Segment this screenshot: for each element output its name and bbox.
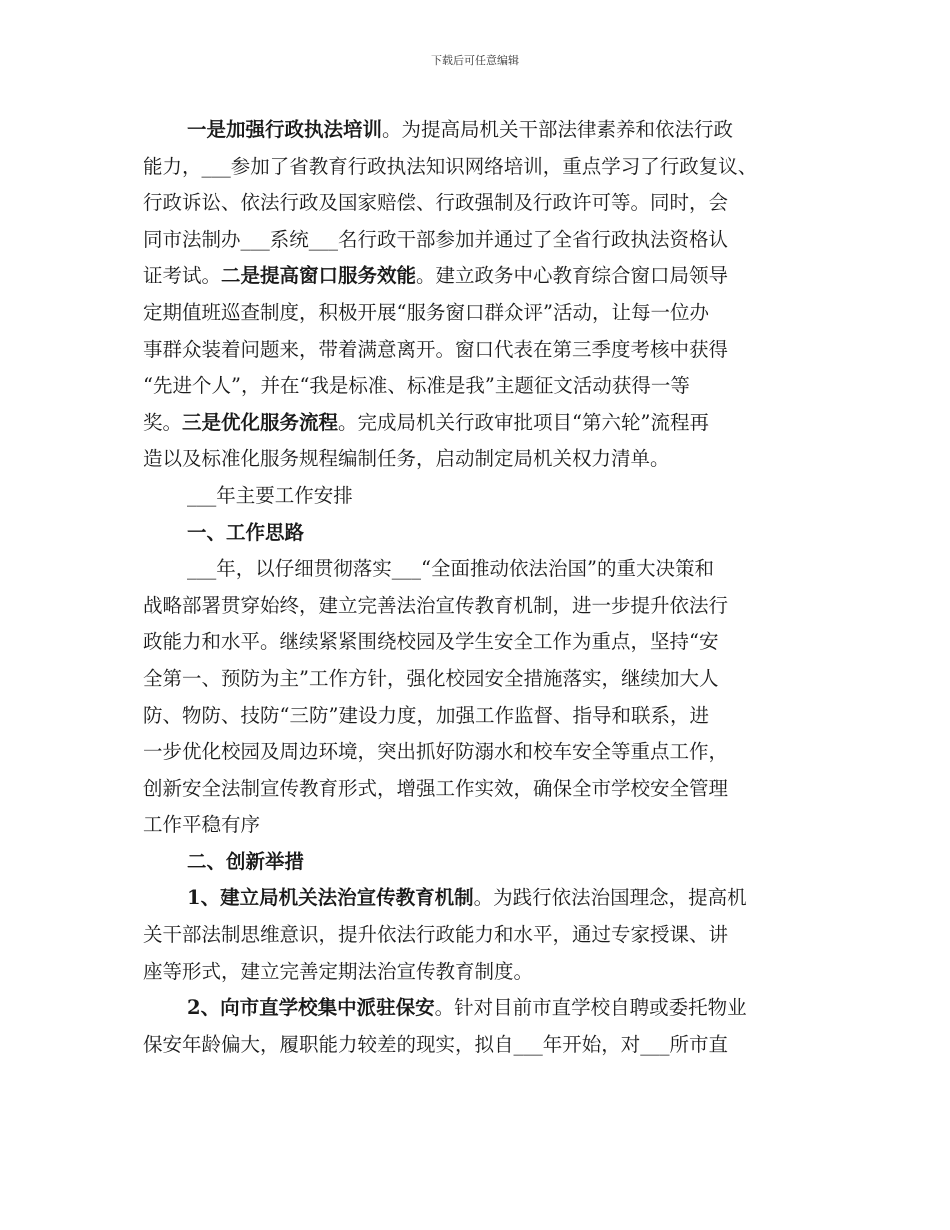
paragraph	[143, 990, 815, 1063]
text: 行政诉讼、依法行政及国家赔偿、行政强制及行政许可等。同时，会	[143, 191, 729, 215]
text: 全第一、预防为主”工作方针，强化校园安全措施落实，继续加大人	[143, 666, 719, 690]
page-header: 下载后可任意编辑	[431, 54, 519, 67]
text-line	[143, 990, 815, 1027]
text-line	[143, 844, 815, 881]
text-line	[143, 624, 815, 661]
paragraph	[143, 880, 815, 990]
text-line	[143, 112, 815, 149]
bold-text: 一、工作思路	[187, 520, 305, 544]
text: 造以及标准化服务规程编制任务，启动制定局机关权力清单。	[143, 447, 670, 471]
text: “先进个人”，并在“我是标准、标准是我”主题征文活动获得一等	[143, 374, 690, 398]
text-line	[143, 661, 815, 698]
text-line	[143, 807, 815, 844]
bold-text: 1、建立局机关法治宣传教育机制	[187, 886, 474, 910]
bold-text: 2、向市直学校集中派驻保安	[187, 996, 435, 1020]
paragraph	[143, 515, 815, 552]
text-line	[143, 185, 815, 222]
text-line	[143, 954, 815, 991]
text: 保安年龄偏大，履职能力较差的现实，拟自___年开始，对___所市直	[143, 1032, 729, 1056]
text: 创新安全法制宣传教育形式，增强工作实效，确保全市学校安全管理	[143, 776, 729, 800]
text: 座等形式，建立完善定期法治宣传教育制度。	[143, 959, 534, 983]
text: 定期值班巡查制度，积极开展“服务窗口群众评”活动，让每一位办	[143, 300, 709, 324]
bold-text: 二是提高窗口服务效能	[221, 264, 417, 288]
text-line	[143, 734, 815, 771]
text: 。为践行依法治国理念，提高机	[473, 886, 747, 910]
text: ___年主要工作安排	[187, 483, 353, 507]
text-line	[143, 588, 815, 625]
text: 奖。	[143, 410, 183, 434]
text: 证考试。	[143, 264, 222, 288]
text-line	[143, 698, 815, 735]
text: 。针对目前市直学校自聘或委托物业	[434, 996, 747, 1020]
text: 能力，___参加了省教育行政执法知识网络培训，重点学习了行政复议、	[143, 154, 758, 178]
text: 事群众装着问题来，带着满意离开。窗口代表在第三季度考核中获得	[143, 337, 729, 361]
bold-text: 三是优化服务流程	[182, 410, 339, 434]
text-line	[143, 441, 815, 478]
text: 政能力和水平。继续紧紧围绕校园及学生安全工作为重点，坚持“安	[143, 630, 719, 654]
bold-text: 二、创新举措	[187, 849, 305, 873]
bold-text: 一是加强行政执法培训	[187, 118, 383, 141]
text-line	[143, 771, 815, 808]
text: 。建立政务中心教育综合窗口局领导	[416, 264, 729, 288]
text-line	[143, 332, 815, 369]
text-line	[143, 258, 815, 295]
text-line	[143, 368, 815, 405]
text: 战略部署贯穿始终，建立完善法治宣传教育机制，进一步提升依法行	[143, 593, 729, 617]
text: 工作平稳有序	[143, 813, 261, 837]
text-line	[143, 1027, 815, 1064]
paragraph	[143, 478, 815, 515]
text: 。完成局机关行政审批项目“第六轮”流程再	[338, 410, 709, 434]
text: 防、物防、技防“三防”建设力度，加强工作监督、指导和联系，进	[143, 703, 709, 727]
document-body	[143, 112, 815, 1063]
text-line	[143, 551, 815, 588]
paragraph	[143, 112, 815, 478]
text: ___年，以仔细贯彻落实___“全面推动依法治国”的重大决策和	[187, 557, 714, 581]
text-line	[143, 917, 815, 954]
text: 同市法制办___系统___名行政干部参加并通过了全省行政执法资格认	[143, 227, 729, 251]
paragraph	[143, 844, 815, 881]
text-line	[143, 880, 815, 917]
text-line	[143, 405, 815, 442]
text-line	[143, 149, 815, 186]
text: 关干部法制思维意识，提升依法行政能力和水平，通过专家授课、讲	[143, 923, 729, 947]
text-line	[143, 222, 815, 259]
text: 一步优化校园及周边环境，突出抓好防溺水和校车安全等重点工作，	[143, 740, 729, 764]
text-line	[143, 295, 815, 332]
text-line	[143, 478, 815, 515]
paragraph	[143, 551, 815, 844]
text: 。为提高局机关干部法律素养和依法行政	[382, 118, 734, 141]
text-line	[143, 515, 815, 552]
